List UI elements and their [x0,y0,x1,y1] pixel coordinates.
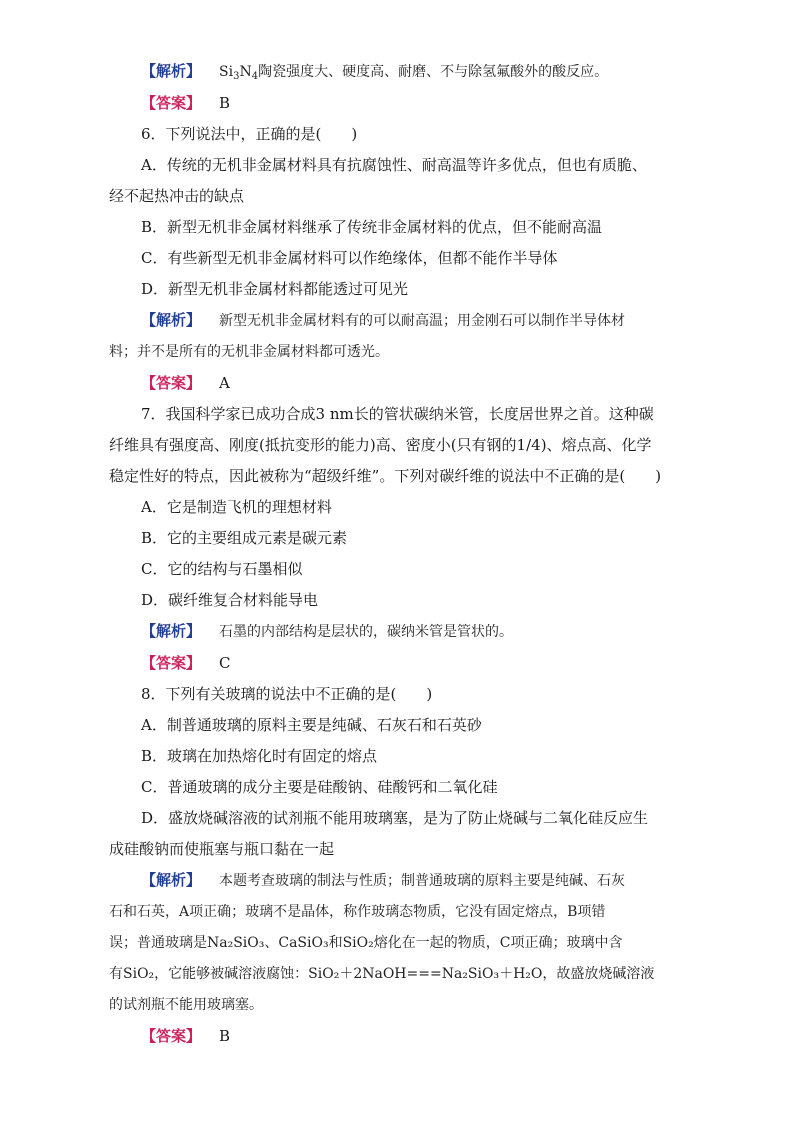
option-c-q7: C．它的结构与石墨相似 [141,560,303,578]
analysis-q8-cont4: 的试剂瓶不能用玻璃塞。 [109,997,263,1013]
option-d-q8-cont: 成硅酸钠而使瓶塞与瓶口黏在一起 [109,840,335,858]
analysis-q8-cont1: 石和石英，A项正确；玻璃不是晶体，称作玻璃态物质，它没有固定熔点，B项错 [109,904,606,920]
option-a-q6-cont: 经不起热冲击的缺点 [109,187,245,205]
answer-label: 【答案】 [141,94,202,112]
formula-sub: 4 [251,71,259,82]
analysis-q8-cont3: 有SiO₂，它能够被碱溶液腐蚀：SiO₂＋2NaOH===Na₂SiO₃＋H₂O，故盛放烧碱溶液 [109,966,655,982]
option-b-q8: B．玻璃在加热熔化时有固定的熔点 [141,747,378,765]
question-stem-q8: 8．下列有关玻璃的说法中不正确的是( ) [141,685,433,703]
question-stem-q7: 7．我国科学家已成功合成3 nm长的管状碳纳米管，长度居世界之首。这种碳 [141,405,654,423]
option-a-q6: A．传统的无机非金属材料具有抗腐蚀性、耐高温等许多优点，但也有质脆、 [141,156,647,174]
option-b-q7: B．它的主要组成元素是碳元素 [141,529,348,547]
analysis-label: 【解析】 [141,871,202,889]
analysis-text: 石墨的内部结构是层状的，碳纳米管是管状的。 [219,624,514,640]
formula-si: Si [219,64,234,80]
answer-label: 【答案】 [141,1027,202,1045]
analysis-row-q7 [109,616,687,648]
option-a-q7: A．它是制造飞机的理想材料 [141,498,332,516]
analysis-label: 【解析】 [141,311,202,329]
answer-value: C [219,654,231,672]
option-d-q7: D．碳纤维复合材料能导电 [141,591,319,609]
option-d-q6: D．新型无机非金属材料都能透过可见光 [141,280,409,298]
analysis-row-q6 [109,305,687,337]
answer-row-q8 [109,1021,687,1052]
analysis-row-q5 [109,56,687,88]
answer-value: B [219,94,231,112]
analysis-rest: 陶瓷强度大、硬度高、耐磨、不与除氢氟酸外的酸反应。 [258,64,609,80]
question-stem-q7-cont2: 稳定性好的特点，因此被称为“超级纤维”。下列对碳纤维的说法中不正确的是( ) [109,467,662,485]
analysis-text [219,64,608,80]
analysis-text: 新型无机非金属材料有的可以耐高温；用金刚石可以制作半导体材 [219,313,626,329]
option-d-q8: D．盛放烧碱溶液的试剂瓶不能用玻璃塞，是为了防止烧碱与二氧化硅反应生 [141,809,649,827]
formula-n: N [239,64,252,80]
option-b-q6: B．新型无机非金属材料继承了传统非金属材料的优点，但不能耐高温 [141,218,603,236]
analysis-text: 本题考查玻璃的制法与性质；制普通玻璃的原料主要是纯碱、石灰 [219,873,626,889]
answer-value: B [219,1027,231,1045]
analysis-row-q8 [109,865,687,897]
analysis-q6-cont: 料；并不是所有的无机非金属材料都可透光。 [109,344,389,360]
answer-label: 【答案】 [141,654,202,672]
option-c-q8: C．普通玻璃的成分主要是硅酸钠、硅酸钙和二氧化硅 [141,778,498,796]
answer-value: A [219,374,230,392]
question-stem-q7-cont: 纤维具有强度高、刚度(抵抗变形的能力)高、密度小(只有钢的1/4)、熔点高、化学 [109,436,652,454]
option-a-q8: A．制普通玻璃的原料主要是纯碱、石灰石和石英砂 [141,716,482,734]
option-c-q6: C．有些新型无机非金属材料可以作绝缘体，但都不能作半导体 [141,249,558,267]
analysis-label: 【解析】 [141,622,202,640]
analysis-label: 【解析】 [141,62,202,80]
answer-row-q7 [109,648,687,679]
formula-sub: 3 [233,71,240,82]
answer-label: 【答案】 [141,374,202,392]
answer-row-q5 [109,88,687,119]
page-content [109,56,687,1052]
question-stem-q6: 6．下列说法中，正确的是( ) [141,125,358,143]
answer-row-q6 [109,368,687,399]
analysis-q8-cont2: 误；普通玻璃是Na₂SiO₃、CaSiO₃和SiO₂熔化在一起的物质，C项正确；玻璃中含 [109,935,623,951]
